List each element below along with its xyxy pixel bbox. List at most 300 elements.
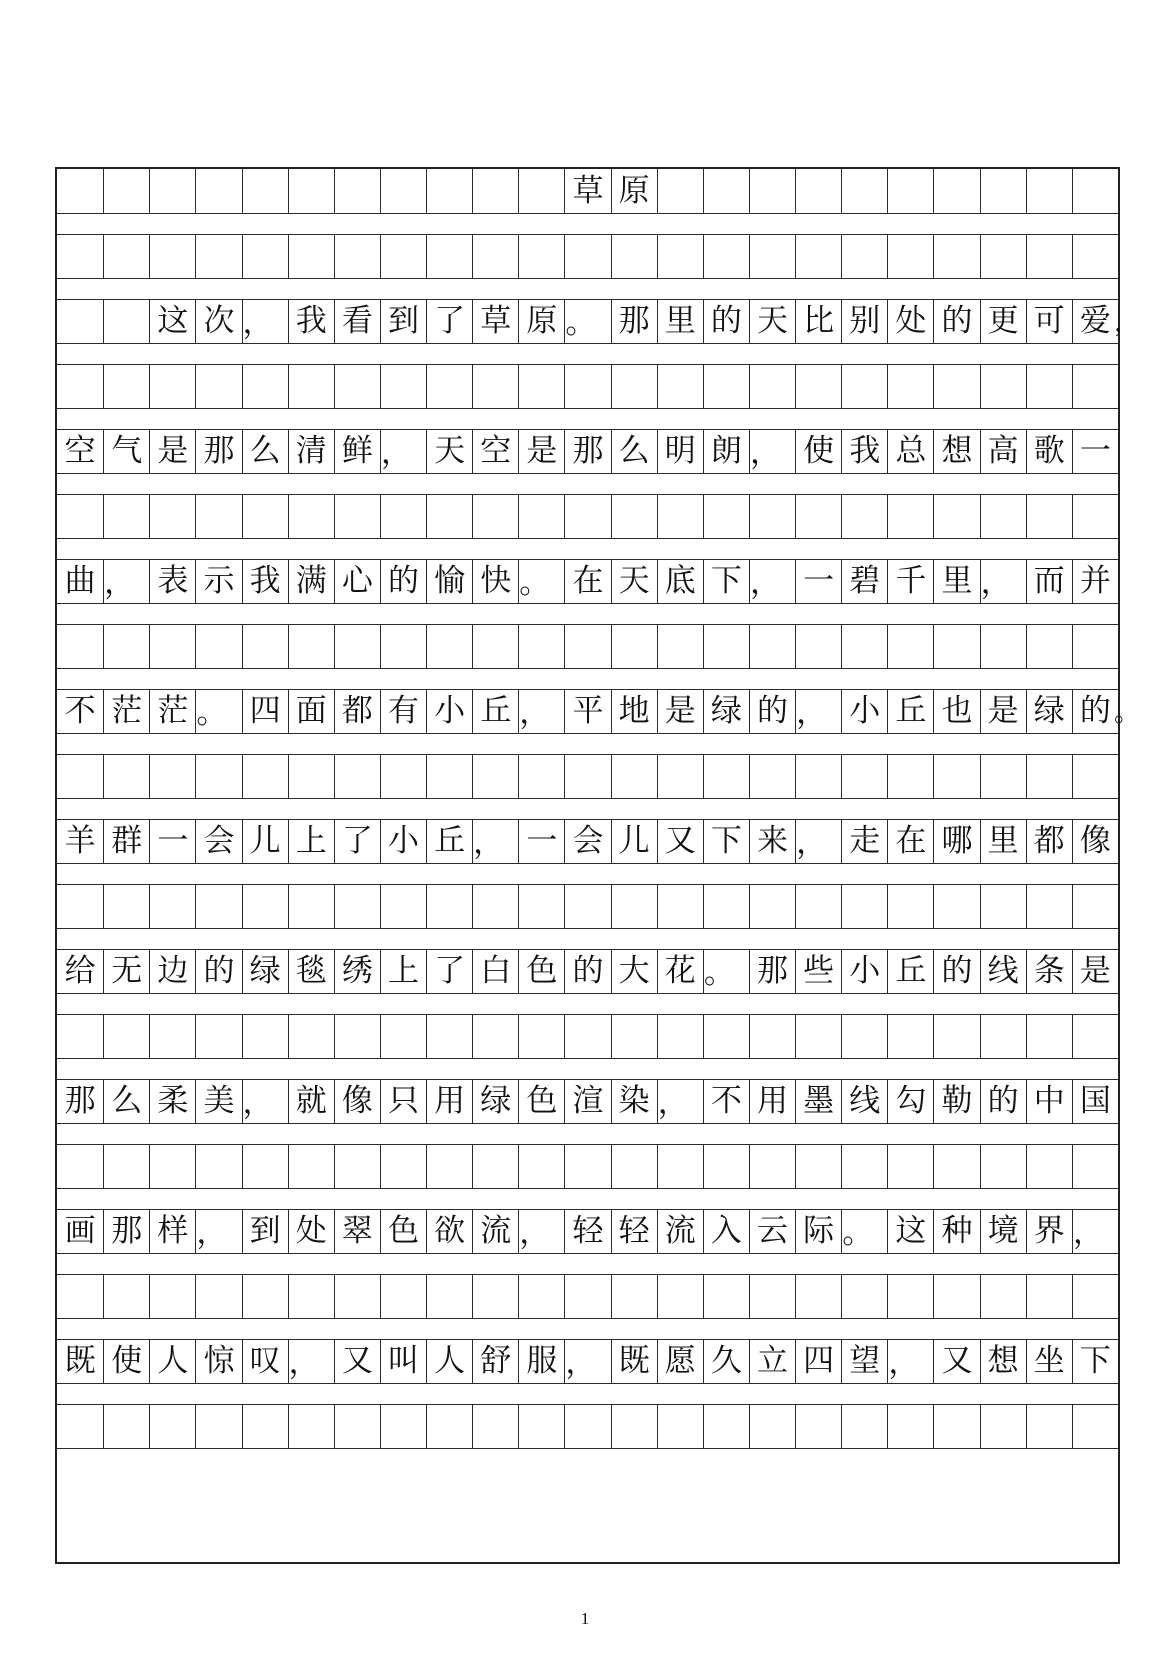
- empty-cell: [57, 1405, 103, 1448]
- empty-cell: [657, 169, 703, 213]
- char-cell: 表: [149, 560, 195, 603]
- empty-cell: [195, 1145, 241, 1188]
- empty-cell: [242, 755, 288, 798]
- char-cell: 了: [426, 300, 472, 343]
- empty-cell: [288, 755, 334, 798]
- empty-cell: [841, 625, 887, 668]
- empty-cell: [564, 1405, 610, 1448]
- char-cell: ，: [564, 1340, 610, 1383]
- char-cell: ，: [242, 1080, 288, 1123]
- empty-cell: [1072, 755, 1118, 798]
- char-cell: 都: [1026, 820, 1072, 863]
- empty-cell: [149, 1015, 195, 1058]
- char-cell: 这: [887, 1210, 933, 1253]
- empty-cell: [933, 235, 979, 278]
- char-cell: 人: [149, 1340, 195, 1383]
- title-char-cell: 草: [564, 169, 610, 213]
- char-cell: 别: [841, 300, 887, 343]
- char-cell: 心: [334, 560, 380, 603]
- empty-cell: [380, 1015, 426, 1058]
- empty-cell: [103, 1015, 149, 1058]
- char-cell: 鲜: [334, 430, 380, 473]
- empty-cell: [887, 1405, 933, 1448]
- char-cell: 欲: [426, 1210, 472, 1253]
- char-cell: 看: [334, 300, 380, 343]
- char-cell: 可: [1026, 300, 1072, 343]
- empty-cell: [518, 885, 564, 928]
- empty-cell: [980, 755, 1026, 798]
- char-cell: 来: [749, 820, 795, 863]
- empty-cell: [980, 1275, 1026, 1318]
- empty-cell: [841, 885, 887, 928]
- char-cell: 下: [1072, 1340, 1118, 1383]
- char-cell: 会: [195, 820, 241, 863]
- empty-cell: [841, 235, 887, 278]
- char-cell: 小: [426, 690, 472, 733]
- title-char-cell: 原: [611, 169, 657, 213]
- empty-cell: [242, 885, 288, 928]
- char-cell: 无: [103, 950, 149, 993]
- empty-cell: [426, 1405, 472, 1448]
- overflow-punctuation: ，: [1114, 308, 1141, 338]
- char-cell: 在: [564, 560, 610, 603]
- char-cell: 望: [841, 1340, 887, 1383]
- empty-cell: [57, 235, 103, 278]
- empty-cell: [703, 1015, 749, 1058]
- empty-cell: [933, 1145, 979, 1188]
- empty-cell: [980, 1015, 1026, 1058]
- char-cell: 四: [242, 690, 288, 733]
- page-number: 1: [580, 1609, 590, 1628]
- char-cell: 的: [703, 300, 749, 343]
- char-cell: 绿: [472, 1080, 518, 1123]
- char-cell: 处: [288, 1210, 334, 1253]
- empty-cell: [195, 235, 241, 278]
- char-cell: 中: [1026, 1080, 1072, 1123]
- empty-cell: [1072, 1145, 1118, 1188]
- empty-cell: [380, 169, 426, 213]
- empty-cell: [426, 1145, 472, 1188]
- char-cell: 茫: [149, 690, 195, 733]
- char-cell: 那: [749, 950, 795, 993]
- empty-cell: [103, 885, 149, 928]
- empty-cell: [611, 755, 657, 798]
- char-cell: 这: [149, 300, 195, 343]
- empty-cell: [564, 625, 610, 668]
- char-cell: 像: [334, 1080, 380, 1123]
- char-cell: 是: [518, 430, 564, 473]
- char-cell: 只: [380, 1080, 426, 1123]
- empty-cell: [795, 169, 841, 213]
- empty-cell: [426, 365, 472, 408]
- char-cell: 到: [242, 1210, 288, 1253]
- char-cell: 那: [611, 300, 657, 343]
- empty-cell: [195, 169, 241, 213]
- char-cell: 流: [472, 1210, 518, 1253]
- char-cell: 原: [518, 300, 564, 343]
- empty-cell: [749, 365, 795, 408]
- empty-cell: [288, 235, 334, 278]
- empty-cell: [334, 1015, 380, 1058]
- text-row: [57, 1209, 1118, 1254]
- text-row: [57, 819, 1118, 864]
- empty-cell: [242, 1145, 288, 1188]
- empty-cell: [1026, 235, 1072, 278]
- empty-cell: [1026, 365, 1072, 408]
- char-cell: 久: [703, 1340, 749, 1383]
- char-cell: 天: [426, 430, 472, 473]
- char-cell: 哪: [933, 820, 979, 863]
- char-cell: ，: [472, 820, 518, 863]
- empty-cell: [749, 755, 795, 798]
- char-cell: 际: [795, 1210, 841, 1253]
- empty-cell: [980, 1405, 1026, 1448]
- char-cell: 不: [703, 1080, 749, 1123]
- empty-cell: [980, 625, 1026, 668]
- empty-cell: [749, 625, 795, 668]
- char-cell: 了: [334, 820, 380, 863]
- empty-cell: [657, 1015, 703, 1058]
- char-cell: 色: [518, 950, 564, 993]
- empty-cell: [1026, 625, 1072, 668]
- char-cell: 那: [564, 430, 610, 473]
- char-cell: 一: [795, 560, 841, 603]
- char-cell: 丘: [887, 950, 933, 993]
- char-cell: ，: [749, 430, 795, 473]
- char-cell: 平: [564, 690, 610, 733]
- char-cell: 愿: [657, 1340, 703, 1383]
- empty-cell: [933, 625, 979, 668]
- empty-cell: [57, 755, 103, 798]
- char-cell: 的: [749, 690, 795, 733]
- empty-cell: [1072, 495, 1118, 538]
- char-cell: 使: [795, 430, 841, 473]
- empty-cell: [703, 1145, 749, 1188]
- empty-cell: [472, 169, 518, 213]
- empty-cell: [795, 885, 841, 928]
- empty-cell: [933, 1275, 979, 1318]
- empty-cell: [57, 1275, 103, 1318]
- empty-cell: [103, 365, 149, 408]
- char-cell: 面: [288, 690, 334, 733]
- char-cell: 都: [334, 690, 380, 733]
- char-cell: ，: [103, 560, 149, 603]
- title-row: [57, 169, 1118, 214]
- char-cell: 画: [64, 1213, 96, 1249]
- empty-cell: [887, 1015, 933, 1058]
- empty-cell: [703, 365, 749, 408]
- empty-cell: [518, 1145, 564, 1188]
- char-cell: 给: [64, 953, 96, 989]
- empty-cell: [426, 755, 472, 798]
- char-cell: 小: [380, 820, 426, 863]
- char-cell: 既: [611, 1340, 657, 1383]
- empty-cell: [149, 885, 195, 928]
- empty-cell: [57, 885, 103, 928]
- empty-cell: [380, 1275, 426, 1318]
- char-cell: 我: [841, 430, 887, 473]
- char-cell: ，: [795, 820, 841, 863]
- empty-cell: [242, 1275, 288, 1318]
- empty-cell: [518, 495, 564, 538]
- char-cell: 。: [564, 300, 610, 343]
- empty-cell: [887, 625, 933, 668]
- empty-cell: [334, 625, 380, 668]
- char-cell: 处: [887, 300, 933, 343]
- char-cell: 歌: [1026, 430, 1072, 473]
- empty-cell: [841, 1145, 887, 1188]
- char-cell: 些: [795, 950, 841, 993]
- char-cell: ，: [288, 1340, 334, 1383]
- blank-row: [57, 364, 1118, 409]
- empty-cell: [611, 885, 657, 928]
- empty-cell: [380, 365, 426, 408]
- text-row: [57, 559, 1118, 604]
- empty-cell: [887, 365, 933, 408]
- empty-cell: [195, 1405, 241, 1448]
- char-cell: 走: [841, 820, 887, 863]
- blank-row: [57, 1274, 1118, 1319]
- empty-cell: [887, 495, 933, 538]
- empty-cell: [1072, 1405, 1118, 1448]
- empty-cell: [887, 1145, 933, 1188]
- char-cell: 云: [749, 1210, 795, 1253]
- char-cell: 那: [195, 430, 241, 473]
- char-cell: 柔: [149, 1080, 195, 1123]
- char-cell: 翠: [334, 1210, 380, 1253]
- char-cell: 线: [841, 1080, 887, 1123]
- char-cell: 色: [380, 1210, 426, 1253]
- empty-cell: [841, 1275, 887, 1318]
- empty-cell: [334, 169, 380, 213]
- char-cell: 墨: [795, 1080, 841, 1123]
- empty-cell: [703, 1405, 749, 1448]
- writing-grid-paper: [55, 167, 1141, 1564]
- empty-cell: [380, 755, 426, 798]
- char-cell: 一: [1072, 430, 1118, 473]
- empty-cell: [195, 495, 241, 538]
- char-cell: 曲: [64, 563, 96, 599]
- char-cell: 想: [980, 1340, 1026, 1383]
- empty-cell: [564, 1145, 610, 1188]
- char-cell: 花: [657, 950, 703, 993]
- text-row: [57, 299, 1141, 344]
- char-cell: 一: [518, 820, 564, 863]
- char-cell: 又: [334, 1340, 380, 1383]
- empty-cell: [933, 755, 979, 798]
- empty-cell: [380, 495, 426, 538]
- empty-cell: [103, 755, 149, 798]
- char-cell: 我: [288, 300, 334, 343]
- empty-cell: [841, 755, 887, 798]
- empty-cell: [795, 1015, 841, 1058]
- empty-cell: [841, 1015, 887, 1058]
- char-cell: 立: [749, 1340, 795, 1383]
- empty-cell: [795, 365, 841, 408]
- char-cell: 边: [149, 950, 195, 993]
- char-cell: 地: [611, 690, 657, 733]
- empty-cell: [1026, 1275, 1072, 1318]
- empty-cell: [887, 169, 933, 213]
- empty-cell: [703, 755, 749, 798]
- char-cell: 使: [103, 1340, 149, 1383]
- empty-cell: [795, 1145, 841, 1188]
- empty-cell: [334, 1405, 380, 1448]
- empty-cell: [657, 755, 703, 798]
- char-cell: 就: [288, 1080, 334, 1123]
- empty-cell: [288, 365, 334, 408]
- char-cell: 么: [611, 430, 657, 473]
- char-cell: 既: [64, 1343, 96, 1379]
- empty-cell: [980, 495, 1026, 538]
- char-cell: 。: [518, 560, 564, 603]
- char-cell: 高: [980, 430, 1026, 473]
- char-cell: ，: [887, 1340, 933, 1383]
- char-cell: 四: [795, 1340, 841, 1383]
- char-cell: 到: [380, 300, 426, 343]
- empty-cell: [334, 235, 380, 278]
- empty-cell: [933, 365, 979, 408]
- empty-cell: [657, 235, 703, 278]
- empty-cell: [564, 755, 610, 798]
- char-cell: 绿: [242, 950, 288, 993]
- empty-cell: [564, 235, 610, 278]
- empty-cell: [334, 1145, 380, 1188]
- empty-cell: [657, 365, 703, 408]
- char-cell: 而: [1026, 560, 1072, 603]
- char-cell: 不: [64, 693, 96, 729]
- empty-cell: [1072, 365, 1118, 408]
- empty-cell: [1072, 169, 1118, 213]
- empty-cell: [564, 885, 610, 928]
- char-cell: 里: [933, 560, 979, 603]
- char-cell: 是: [1072, 950, 1118, 993]
- empty-cell: [841, 169, 887, 213]
- blank-row: [57, 494, 1118, 539]
- empty-cell: [657, 885, 703, 928]
- empty-cell: [980, 235, 1026, 278]
- empty-cell: [242, 169, 288, 213]
- empty-cell: [149, 1145, 195, 1188]
- char-cell: 里: [657, 300, 703, 343]
- empty-cell: [195, 885, 241, 928]
- char-cell: 。: [841, 1210, 887, 1253]
- blank-row: [57, 624, 1118, 669]
- char-cell: 比: [795, 300, 841, 343]
- empty-cell: [611, 1145, 657, 1188]
- char-cell: 小: [841, 690, 887, 733]
- empty-cell: [288, 1145, 334, 1188]
- empty-cell: [795, 1275, 841, 1318]
- empty-cell: [518, 1015, 564, 1058]
- empty-cell: [1026, 495, 1072, 538]
- empty-cell: [288, 625, 334, 668]
- empty-cell: [1026, 755, 1072, 798]
- empty-cell: [472, 365, 518, 408]
- empty-cell: [1026, 169, 1072, 213]
- empty-cell: [1072, 625, 1118, 668]
- char-cell: 爱: [1072, 300, 1118, 343]
- char-cell: 群: [103, 820, 149, 863]
- empty-cell: [795, 495, 841, 538]
- char-cell: 绿: [703, 690, 749, 733]
- empty-cell: [518, 1405, 564, 1448]
- empty-cell: [472, 885, 518, 928]
- empty-cell: [288, 1275, 334, 1318]
- empty-cell: [380, 625, 426, 668]
- empty-cell: [795, 235, 841, 278]
- char-cell: 是: [980, 690, 1026, 733]
- char-cell: 是: [657, 690, 703, 733]
- char-cell: 像: [1072, 820, 1118, 863]
- empty-cell: [795, 625, 841, 668]
- empty-cell: [703, 1275, 749, 1318]
- empty-cell: [1026, 1015, 1072, 1058]
- empty-cell: [703, 885, 749, 928]
- char-cell: 更: [980, 300, 1026, 343]
- char-cell: 舒: [472, 1340, 518, 1383]
- empty-cell: [149, 495, 195, 538]
- empty-cell: [749, 1275, 795, 1318]
- char-cell: 小: [841, 950, 887, 993]
- char-cell: 的: [380, 560, 426, 603]
- char-cell: 么: [242, 430, 288, 473]
- empty-cell: [518, 235, 564, 278]
- char-cell: 美: [195, 1080, 241, 1123]
- char-cell: 的: [564, 950, 610, 993]
- char-cell: 叹: [242, 1340, 288, 1383]
- char-cell: 是: [149, 430, 195, 473]
- empty-cell: [242, 235, 288, 278]
- empty-cell: [980, 885, 1026, 928]
- char-cell: 绣: [334, 950, 380, 993]
- empty-cell: [703, 235, 749, 278]
- char-cell: 渲: [564, 1080, 610, 1123]
- empty-cell: [380, 235, 426, 278]
- empty-cell: [472, 1405, 518, 1448]
- char-cell: 人: [426, 1340, 472, 1383]
- empty-cell: [57, 300, 103, 343]
- empty-cell: [1072, 1015, 1118, 1058]
- char-cell: 有: [380, 690, 426, 733]
- empty-cell: [933, 1015, 979, 1058]
- empty-cell: [472, 755, 518, 798]
- empty-cell: [426, 1275, 472, 1318]
- empty-cell: [426, 495, 472, 538]
- empty-cell: [195, 365, 241, 408]
- empty-cell: [933, 1405, 979, 1448]
- char-cell: 轻: [611, 1210, 657, 1253]
- empty-cell: [288, 885, 334, 928]
- blank-row: [57, 1404, 1118, 1449]
- empty-cell: [195, 1275, 241, 1318]
- empty-cell: [195, 1015, 241, 1058]
- char-cell: 空: [64, 433, 96, 469]
- text-row: [57, 1079, 1118, 1124]
- text-row: [57, 1339, 1118, 1384]
- char-cell: 界: [1026, 1210, 1072, 1253]
- empty-cell: [703, 495, 749, 538]
- empty-cell: [887, 755, 933, 798]
- empty-cell: [564, 365, 610, 408]
- empty-cell: [657, 495, 703, 538]
- empty-cell: [472, 625, 518, 668]
- empty-cell: [749, 1145, 795, 1188]
- empty-cell: [103, 300, 149, 343]
- empty-cell: [426, 235, 472, 278]
- char-cell: 羊: [64, 823, 96, 859]
- empty-cell: [149, 235, 195, 278]
